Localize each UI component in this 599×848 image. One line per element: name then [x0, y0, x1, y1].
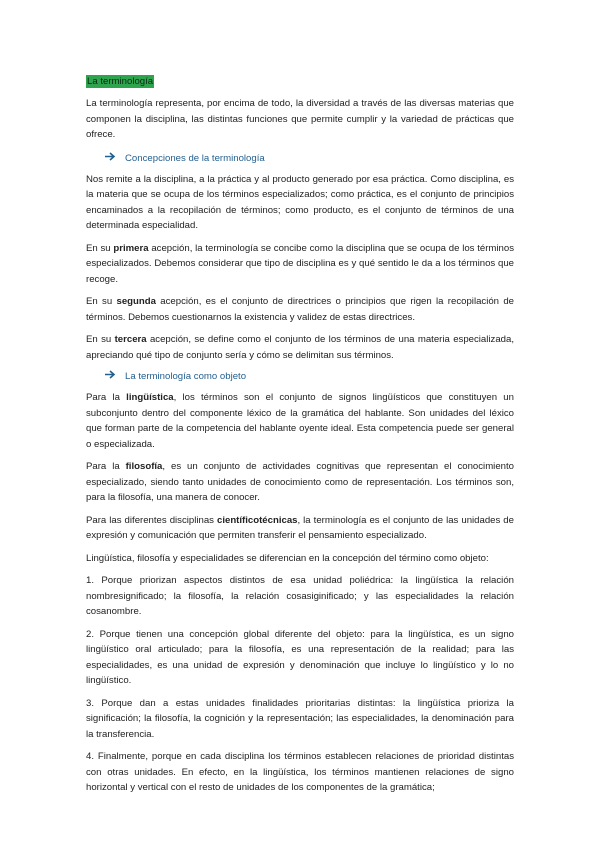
text-span: , es un conjunto de actividades cognitivas que representan el conocimiento especializado, siendo tanto unidades de conocimiento como de representación. Los términos son, para la filosofía, una manera de conocer.	[86, 461, 514, 503]
paragraph	[86, 241, 514, 288]
paragraph	[86, 332, 514, 363]
text-span: acepción, la terminología se concibe como la disciplina que se ocupa de los términos especializados. Debemos considerar que tipo de disciplina es y qué sentido le da a los términos que recoge.	[86, 242, 514, 285]
text-span: En su	[86, 242, 114, 254]
paragraph	[86, 294, 514, 325]
text-span: Para la	[86, 461, 126, 472]
section-heading-objeto	[105, 370, 514, 383]
title-row	[86, 71, 514, 89]
list-item: 1. Porque priorizan aspectos distintos de esa unidad poliédrica: la lingüística la relación nombresignificado; la filosofía, la relación cosasiginificado; y las especialidades la relación cosanombre.	[86, 575, 514, 617]
paragraph: Nos remite a la disciplina, a la práctica y al producto generado por esa práctica. Como disciplina, es la materia que se ocupa de los términos especializados; como práctica, es el conjunto de principios encaminados a la recopilación de términos; como producto, es el conjunto de términos de una determinada especialidad.	[86, 173, 514, 231]
bold-term: segunda	[116, 296, 156, 307]
list-item: 4. Finalmente, porque en cada disciplina los términos establecen relaciones de prioridad distintas con otras unidades. En efecto, en la lingüística, los términos mantienen relaciones de signo horizontal y vertical con el resto de unidades de los componentes de la gramática;	[86, 751, 514, 793]
text-span: , los términos son el conjunto de signos lingüísticos que constituyen un subconjunto dentro del componente léxico de la gramática del hablante. Son unidades del léxico que forman parte de la competencia del hablante oyente ideal. Esta competencia puede ser general o especializada.	[86, 392, 514, 450]
list-item: 2. Porque tienen una concepción global diferente del objeto: para la lingüística, es un signo lingüístico oral articulado; para la filosofía, es una representación de la realidad; para las especialidades, es una unidad de expresión y denominación que incluye lo lingüístico y lo no lingüístico.	[86, 628, 514, 686]
section-heading-label: La terminología como objeto	[125, 371, 247, 382]
bold-term: científicotécnicas	[216, 514, 298, 526]
arrow-right-icon	[105, 152, 117, 165]
bold-term: tercera	[114, 334, 147, 345]
text-span: En su	[86, 296, 117, 307]
text-span: En su	[86, 334, 115, 345]
paragraph	[86, 513, 514, 544]
bold-term: filosofía	[125, 461, 163, 472]
intro-paragraph: La terminología representa, por encima de todo, la diversidad a través de las diversas materias que componen la disciplina, las distintas funciones que permite cumplir y la variedad de prácticas que ofrece.	[86, 98, 514, 140]
text-span: acepción, es el conjunto de directrices o principios que rigen la recopilación de términos. Debemos cuestionarnos la existencia y validez de estas directrices.	[86, 296, 514, 323]
section-heading-concepciones	[105, 152, 514, 165]
text-span: Para las diferentes disciplinas	[86, 514, 217, 526]
bold-term: primera	[113, 242, 149, 254]
section-heading-label: Concepciones de la terminología	[125, 152, 265, 164]
arrow-right-icon	[105, 370, 117, 383]
list-item: 3. Porque dan a estas unidades finalidades prioritarias distintas: la lingüística prioriza la significación; la filosofía, la cognición y la representación; las especialidades, la denominación para la transferencia.	[86, 697, 514, 740]
text-span: , la terminología es el conjunto de las unidades de expresión y comunicación que permiten transferir el pensamiento especializado.	[86, 514, 514, 541]
text-span: acepción, se define como el conjunto de los términos de una materia especializada, apreciando qué tipo de conjunto sería y cómo se delimitan sus términos.	[86, 334, 514, 361]
bold-term: lingüística	[126, 392, 174, 403]
paragraph: Lingüística, filosofía y especialidades se diferencian en la concepción del término como objeto:	[86, 552, 489, 564]
document-title: La terminología	[87, 76, 154, 87]
document-body	[86, 71, 514, 803]
text-span: Para la	[86, 392, 127, 403]
paragraph	[86, 459, 514, 506]
paragraph	[86, 390, 514, 452]
